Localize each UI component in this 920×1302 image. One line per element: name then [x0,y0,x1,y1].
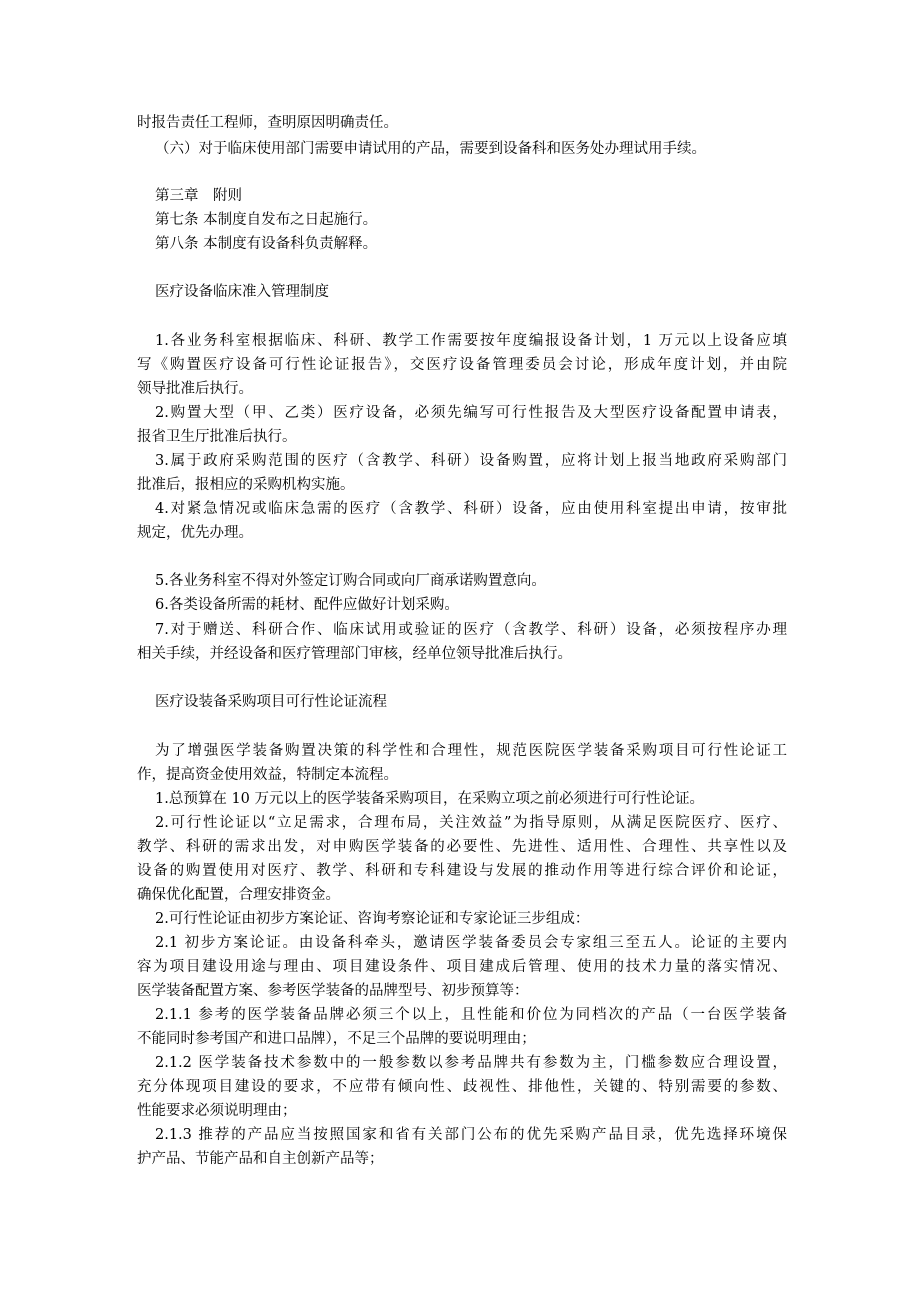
text-line-13: 批准后，报相应的采购机构实施。 [137,477,355,493]
text-line-14: 4.对紧急情况或临床急需的医疗（含教学、科研）设备，应由使用科室提出申请，按审批 [155,501,787,517]
text-line-38: 护产品、节能产品和自主创新产品等； [137,1151,384,1167]
text-line-8: 写《购置医疗设备可行性论证报告》，交医疗设备管理委员会讨论，形成年度计划，并由院 [137,357,787,373]
text-line-21: 为了增强医学装备购置决策的科学性和合理性，规范医院医学装备采购项目可行性论证工 [155,743,787,759]
text-line-9: 领导批准后执行。 [137,381,253,397]
text-line-37: 2.1.3 推荐的产品应当按照国家和省有关部门公布的优先采购产品目录，优先选择环境保 [155,1127,787,1143]
text-line-11: 报省卫生厅批准后执行。 [137,429,297,445]
text-line-30: 容为项目建设用途与理由、项目建设条件、项目建成后管理、使用的技术力量的落实情况、 [137,959,787,975]
section-title-clinical-access: 医疗设备临床准入管理制度 [155,284,329,300]
text-line-22: 作，提高资金使用效益，特制定本流程。 [137,767,398,783]
article-8: 第八条 本制度有设备科负责解释。 [155,236,378,252]
text-line-24: 2.可行性论证以“立足需求，合理布局，关注效益”为指导原则，从满足医院医疗、医疗、 [155,815,787,831]
text-line-27: 确保优化配置，合理安排资金。 [137,887,340,903]
text-line-18: 7.对于赠送、科研合作、临床试用或验证的医疗（含教学、科研）设备，必须按程序办理 [155,622,787,638]
text-line-29: 2.1 初步方案论证。由设备科牵头，邀请医学装备委员会专家组三至五人。论证的主要内 [155,935,787,951]
article-7: 第七条 本制度自发布之日起施行。 [155,212,378,228]
text-line-19: 相关手续，并经设备和医疗管理部门审核，经单位领导批准后执行。 [137,646,572,662]
text-line-33: 不能同时参考国产和进口品牌），不足三个品牌的要说明理由； [137,1031,536,1047]
text-line-17: 6.各类设备所需的耗材、配件应做好计划采购。 [155,597,459,613]
text-line-28: 2.可行性论证由初步方案论证、咨询考察论证和专家论证三步组成： [155,911,590,927]
text-line-2: （六）对于临床使用部门需要申请试用的产品，需要到设备科和医务处办理试用手续。 [155,141,706,157]
text-line-34: 2.1.2 医学装备技术参数中的一般参数以参考品牌共有参数为主，门槛参数应合理设置， [155,1055,787,1071]
section-title-feasibility: 医疗设装备采购项目可行性论证流程 [155,694,387,710]
text-line-31: 医学装备配置方案、参考医学装备的品牌型号、初步预算等： [137,983,529,999]
text-line-10: 2.购置大型（甲、乙类）医疗设备，必须先编写可行性报告及大型医疗设备配置申请表， [155,405,787,421]
text-line-36: 性能要求必须说明理由； [137,1103,297,1119]
text-line-26: 设备的购置使用对医疗、教学、科研和专科建设与发展的推动作用等进行综合评价和论证， [137,863,787,879]
text-line-35: 充分体现项目建设的要求，不应带有倾向性、歧视性、排他性，关键的、特别需要的参数、 [137,1079,787,1095]
chapter-heading: 第三章 附则 [155,188,242,204]
text-line-7: 1.各业务科室根据临床、科研、教学工作需要按年度编报设备计划，1 万元以上设备应填 [155,333,787,349]
text-line-15: 规定，优先办理。 [137,525,253,541]
text-line-16: 5.各业务科室不得对外签定订购合同或向厂商承诺购置意向。 [155,573,546,589]
text-line-12: 3.属于政府采购范围的医疗（含教学、科研）设备购置，应将计划上报当地政府采购部门 [155,453,787,469]
text-line-23: 1.总预算在 10 万元以上的医学装备采购项目，在采购立项之前必须进行可行性论证。 [155,791,705,807]
text-line-25: 教学、科研的需求出发，对申购医学装备的必要性、先进性、适用性、合理性、共享性以及 [137,839,787,855]
text-line-1: 时报告责任工程师，查明原因明确责任。 [137,115,398,131]
text-line-32: 2.1.1 参考的医学装备品牌必须三个以上，且性能和价位为同档次的产品（一台医学装备 [155,1007,787,1023]
